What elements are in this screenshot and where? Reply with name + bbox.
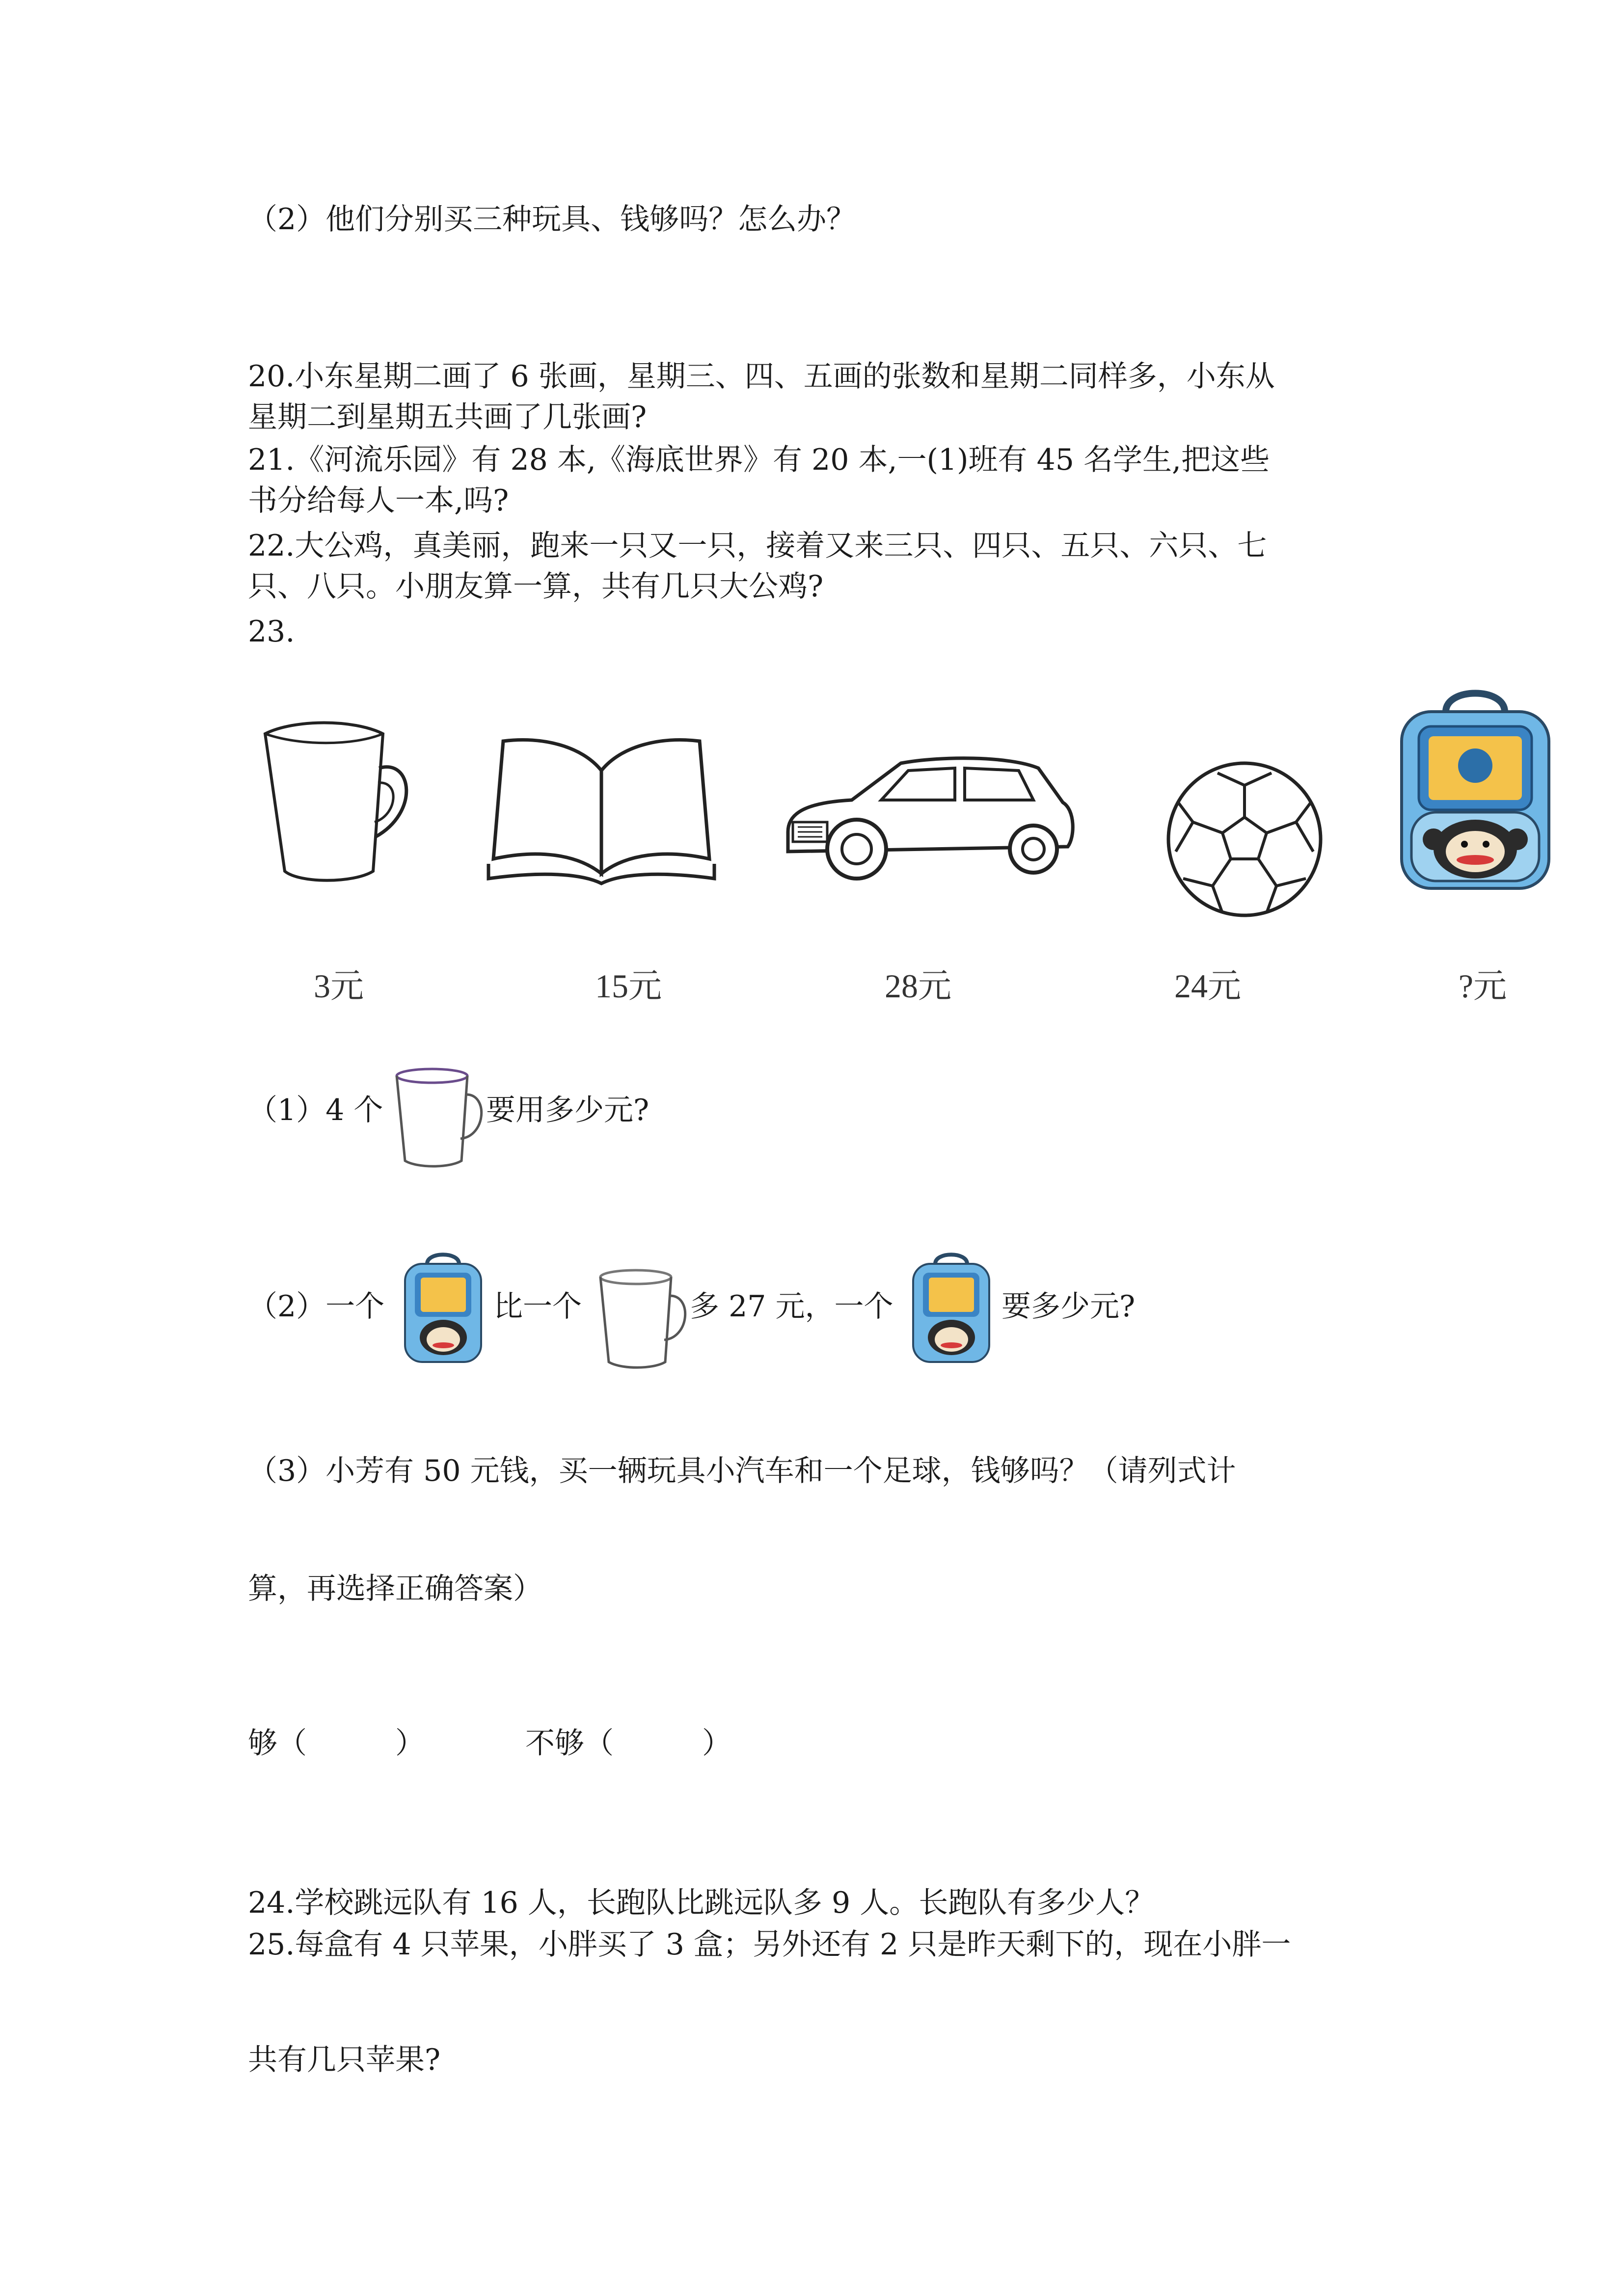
- q23-sub1-suffix: 要用多少元?: [486, 1093, 650, 1127]
- q21-line1: 21.《河流乐园》有 28 本,《海底世界》有 20 本,一(1)班有 45 名学生,把这些: [248, 443, 1270, 477]
- price-car: 28元: [884, 967, 951, 1005]
- q22-line1: 22.大公鸡，真美丽，跑来一只又一只，接着又来三只、四只、五只、六只、七: [248, 529, 1267, 563]
- q19-part2: （2）他们分别买三种玩具、钱够吗？怎么办？: [248, 202, 856, 237]
- backpack-icon: [908, 1249, 994, 1364]
- q23-sub3-line1: （3）小芳有 50 元钱，买一辆玩具小汽车和一个足球，钱够吗？（请列式计: [248, 1454, 1236, 1488]
- q21-line2: 书分给每人一本,吗?: [248, 483, 509, 518]
- choice-not-enough[interactable]: 不够（ ）: [525, 1726, 731, 1761]
- backpack-icon: [1392, 682, 1559, 893]
- cup-icon: [255, 714, 422, 891]
- q20-line2: 星期二到星期五共画了几张画?: [248, 400, 647, 434]
- price-backpack: ?元: [1458, 967, 1507, 1005]
- q23-sub2-part2: 比一个: [493, 1289, 582, 1324]
- price-ball: 24元: [1174, 967, 1241, 1005]
- cup-icon: [596, 1266, 687, 1372]
- q23-sub1-prefix: （1）4 个: [248, 1093, 383, 1127]
- q25-line1: 25.每盒有 4 只苹果，小胖买了 3 盒；另外还有 2 只是昨天剩下的，现在小胖一: [248, 1927, 1291, 1962]
- backpack-icon: [400, 1249, 486, 1364]
- choice-enough[interactable]: 够（ ）: [248, 1726, 425, 1761]
- q23-sub3-line2: 算，再选择正确答案）: [248, 1572, 542, 1606]
- price-book: 15元: [595, 967, 662, 1005]
- price-cup: 3元: [313, 967, 364, 1005]
- q23-sub2-part3: 多 27 元，一个: [690, 1289, 893, 1324]
- q20-line1: 20.小东星期二画了 6 张画，星期三、四、五画的张数和星期二同样多，小东从: [248, 359, 1275, 394]
- car-icon: [778, 748, 1083, 891]
- book-icon: [484, 731, 719, 888]
- q23-sub2-part4: 要多少元?: [1001, 1289, 1136, 1324]
- cup-icon: [393, 1065, 484, 1171]
- q22-line2: 只、八只。小朋友算一算，共有几只大公鸡?: [248, 569, 824, 604]
- soccer-ball-icon: [1164, 758, 1326, 920]
- q25-line2: 共有几只苹果?: [248, 2043, 441, 2077]
- q24: 24.学校跳远队有 16 人，长跑队比跳远队多 9 人。长跑队有多少人？: [248, 1886, 1155, 1920]
- q23-sub2-part1: （2）一个: [248, 1289, 385, 1324]
- q23-number: 23.: [248, 614, 295, 649]
